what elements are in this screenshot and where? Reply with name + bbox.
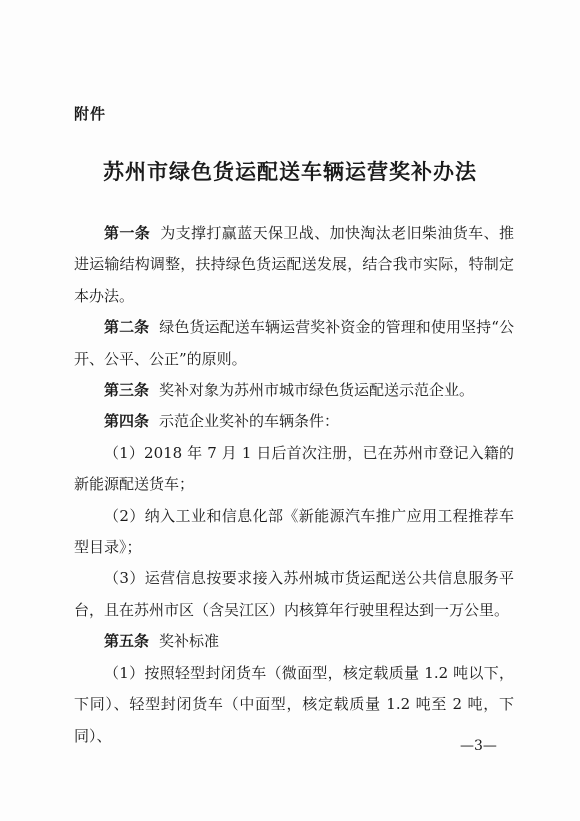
paragraph-text: 示范企业奖补的车辆条件：	[159, 412, 340, 431]
attachment-label: 附件	[74, 105, 107, 123]
paragraph-text: 奖补对象为苏州市城市绿色货运配送示范企业。	[159, 381, 475, 400]
paragraph-text: （2）纳入工业和信息化部《新能源汽车推广应用工程推荐车型目录》；	[74, 506, 514, 557]
document-body	[74, 218, 514, 752]
paragraph-item-5-1	[74, 658, 514, 752]
paragraph-text: 为支撑打赢蓝天保卫战、加快淘汰老旧柴油货车、推进运输结构调整，扶持绿色货运配送发展，结合我市实际，特制定本办法。	[74, 224, 514, 305]
article-number: 第三条	[104, 381, 150, 400]
paragraph-text: （3）运营信息按要求接入苏州城市货运配送公共信息服务平台，且在苏州市区（含吴江区）内核算年行驶里程达到一万公里。	[74, 569, 514, 619]
paragraph-item-2	[74, 501, 514, 564]
article-number: 第一条	[104, 224, 151, 242]
document-title: 苏州市绿色货运配送车辆运营奖补办法	[103, 159, 477, 184]
article-number: 第五条	[104, 632, 150, 651]
paragraph-article-3	[74, 375, 514, 406]
paragraph-item-1	[74, 438, 514, 501]
paragraph-item-3	[74, 563, 514, 626]
paragraph-text: （1）按照轻型封闭货车（微面型，核定载质量 1.2 吨以下，下同）、轻型封闭货车（中面型，核定载质量 1.2 吨至 2 吨，下同）、	[74, 663, 514, 745]
article-number: 第二条	[104, 318, 150, 337]
paragraph-article-4	[74, 406, 514, 437]
page-number: —3—	[460, 738, 497, 754]
paragraph-article-2	[74, 312, 514, 375]
paragraph-text: 奖补标准	[159, 632, 220, 651]
paragraph-text: （1）2018 年 7 月 1 日后首次注册，已在苏州市登记入籍的新能源配送货车；	[74, 443, 514, 494]
article-number: 第四条	[104, 412, 150, 431]
paragraph-article-1	[74, 218, 514, 312]
paragraph-article-5	[74, 626, 514, 657]
paragraph-text: 绿色货运配送车辆运营奖补资金的管理和使用坚持“公开、公平、公正”的原则。	[74, 318, 514, 368]
